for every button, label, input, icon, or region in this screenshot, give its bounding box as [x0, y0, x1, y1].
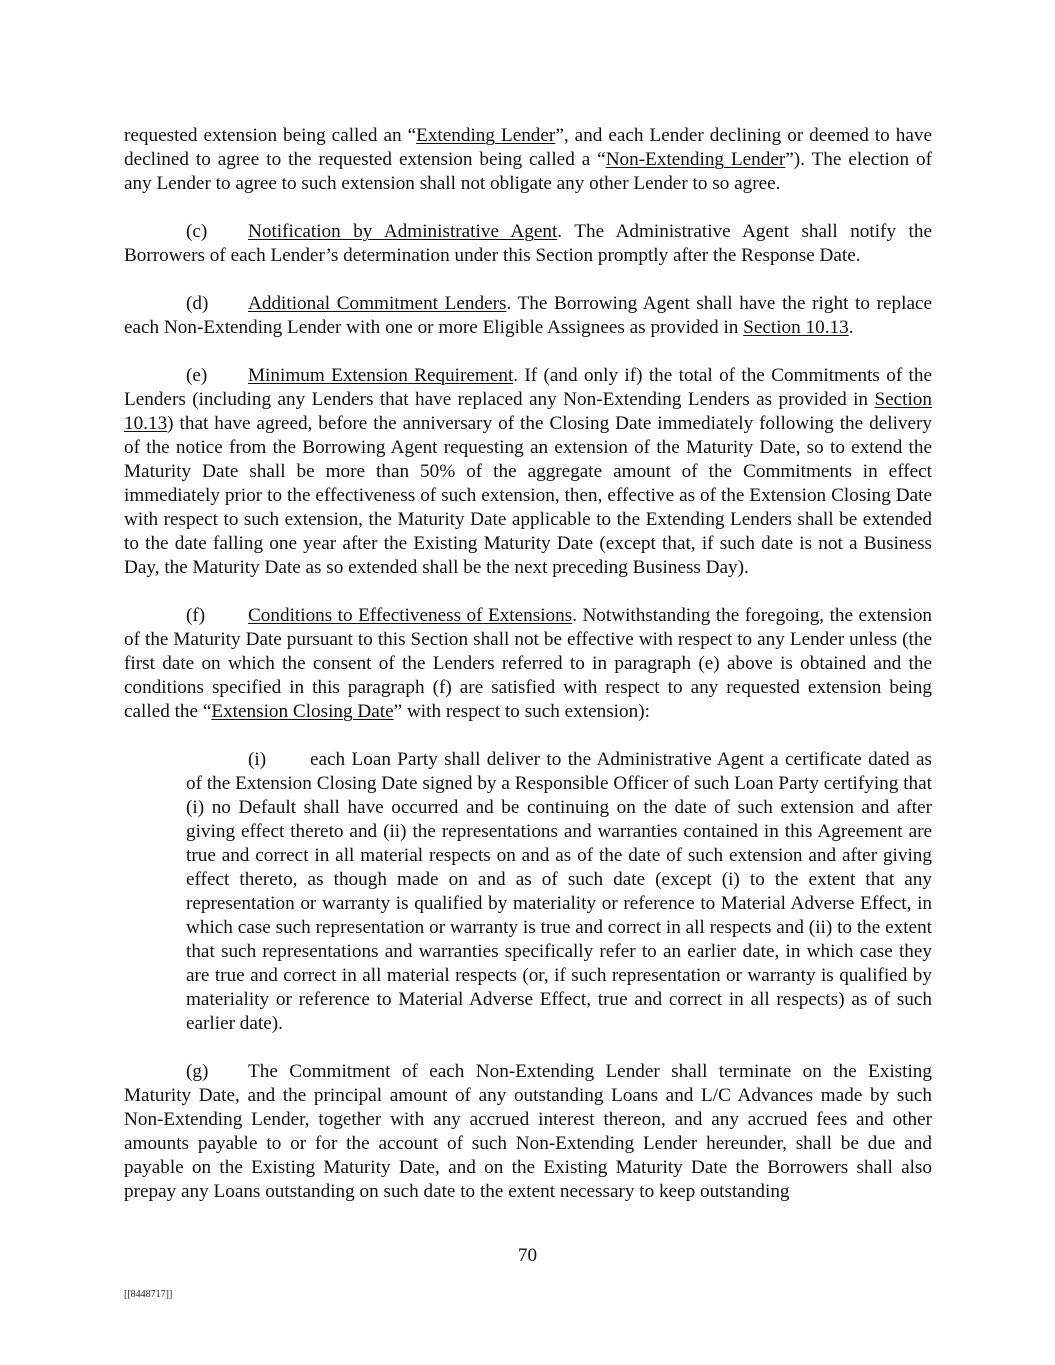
- section-label: (g): [186, 1061, 209, 1082]
- paragraph-d: (d) Additional Commitment Lenders. The Borrowing Agent shall have the right to replace each Non-Extending Lender with one or more Eligible Assignees as provided in Section 10.13.: [124, 293, 933, 338]
- defined-term-extending-lender: Extending Lender: [416, 125, 556, 146]
- paragraph-c: (c) Notification by Administrative Agent. The Administrative Agent shall notify the Borrowers of each Lender’s determination under this Section promptly after the Response Date.: [124, 221, 932, 266]
- section-label: (e): [186, 365, 208, 386]
- section-heading: Conditions to Effectiveness of Extensions: [248, 605, 573, 626]
- defined-term-extension-closing-date: Extension Closing Date: [211, 701, 394, 722]
- section-heading: Notification by Administrative Agent: [248, 221, 558, 242]
- cross-reference-section-10-13: Section 10.13: [124, 389, 932, 434]
- paragraph-f-i: (i) each Loan Party shall deliver to the Administrative Agent a certificate dated as of the Extension Closing Date signed by a Responsible Officer of such Loan Party certifying that (i) no Default shall have occurred and be continuing on the date of such extension and after giving effect thereto and (ii) the representations and warranties contained in this Agreement are true and correct in all material respects on and as of the date of such extension and after giving effect thereto, as though made on and as of such date (except (i) to the extent that any representation or warranty is qualified by materiality or reference to Material Adverse Effect, in which case such representation or warranty is true and correct in all respects and (ii) to the extent that such representations and warranties specifically refer to an earlier date, in which case they are true and correct in all material respects (or, if such representation or warranty is qualified by materiality or reference to Material Adverse Effect, true and correct in all respects) as of such earlier date).: [186, 749, 932, 1034]
- defined-term-non-extending-lender: Non-Extending Lender: [605, 149, 786, 170]
- paragraph-g: (g) The Commitment of each Non-Extending Lender shall terminate on the Existing Maturity Date, and the principal amount of any outstanding Loans and L/C Advances made by such Non-Extending Lender, together with any accrued interest thereon, and any accrued fees and other amounts payable to or for the account of such Non-Extending Lender hereunder, shall be due and payable on the Existing Maturity Date, and on the Existing Maturity Date the Borrowers shall also prepay any Loans outstanding on such date to the extent necessary to keep outstanding: [124, 1061, 932, 1202]
- section-label: (c): [186, 221, 208, 242]
- item-label: (i): [248, 749, 267, 770]
- document-id: [[8448717]]: [124, 1289, 173, 1300]
- section-label: (d): [186, 293, 209, 314]
- section-label: (f): [186, 605, 206, 626]
- section-heading: Additional Commitment Lenders: [248, 293, 507, 314]
- paragraph-e: (e) Minimum Extension Requirement. If (and only if) the total of the Commitments of the Lenders (including any Lenders that have replaced any Non-Extending Lenders as provided in Section 10.13) that have agreed, before the anniversary of the Closing Date immediately following the delivery of the notice from the Borrowing Agent requesting an extension of the Maturity Date, so to extend the Maturity Date shall be more than 50% of the aggregate amount of the Commitments in effect immediately prior to the effectiveness of such extension, then, effective as of the Extension Closing Date with respect to such extension, the Maturity Date applicable to the Extending Lenders shall be extended to the date falling one year after the Existing Maturity Date (except that, if such date is not a Business Day, the Maturity Date as so extended shall be the next preceding Business Day).: [124, 365, 932, 578]
- cross-reference-section-10-13: Section 10.13: [743, 317, 849, 338]
- paragraph-f: (f) Conditions to Effectiveness of Extensions. Notwithstanding the foregoing, the extension of the Maturity Date pursuant to this Section shall not be effective with respect to any Lender unless (the first date on which the consent of the Lenders referred to in paragraph (e) above is obtained and the conditions specified in this paragraph (f) are satisfied with respect to any requested extension being called the “Extension Closing Date” with respect to such extension):: [124, 605, 933, 722]
- page-number: 70: [517, 1245, 538, 1266]
- document-page: [124, 124, 932, 1228]
- section-heading: Minimum Extension Requirement: [248, 365, 514, 386]
- paragraph-continuation: requested extension being called an “Extending Lender”, and each Lender declining or deemed to have declined to agree to the requested extension being called a “Non-Extending Lender”). The election of any Lender to agree to such extension shall not obligate any other Lender to so agree.: [124, 125, 932, 194]
